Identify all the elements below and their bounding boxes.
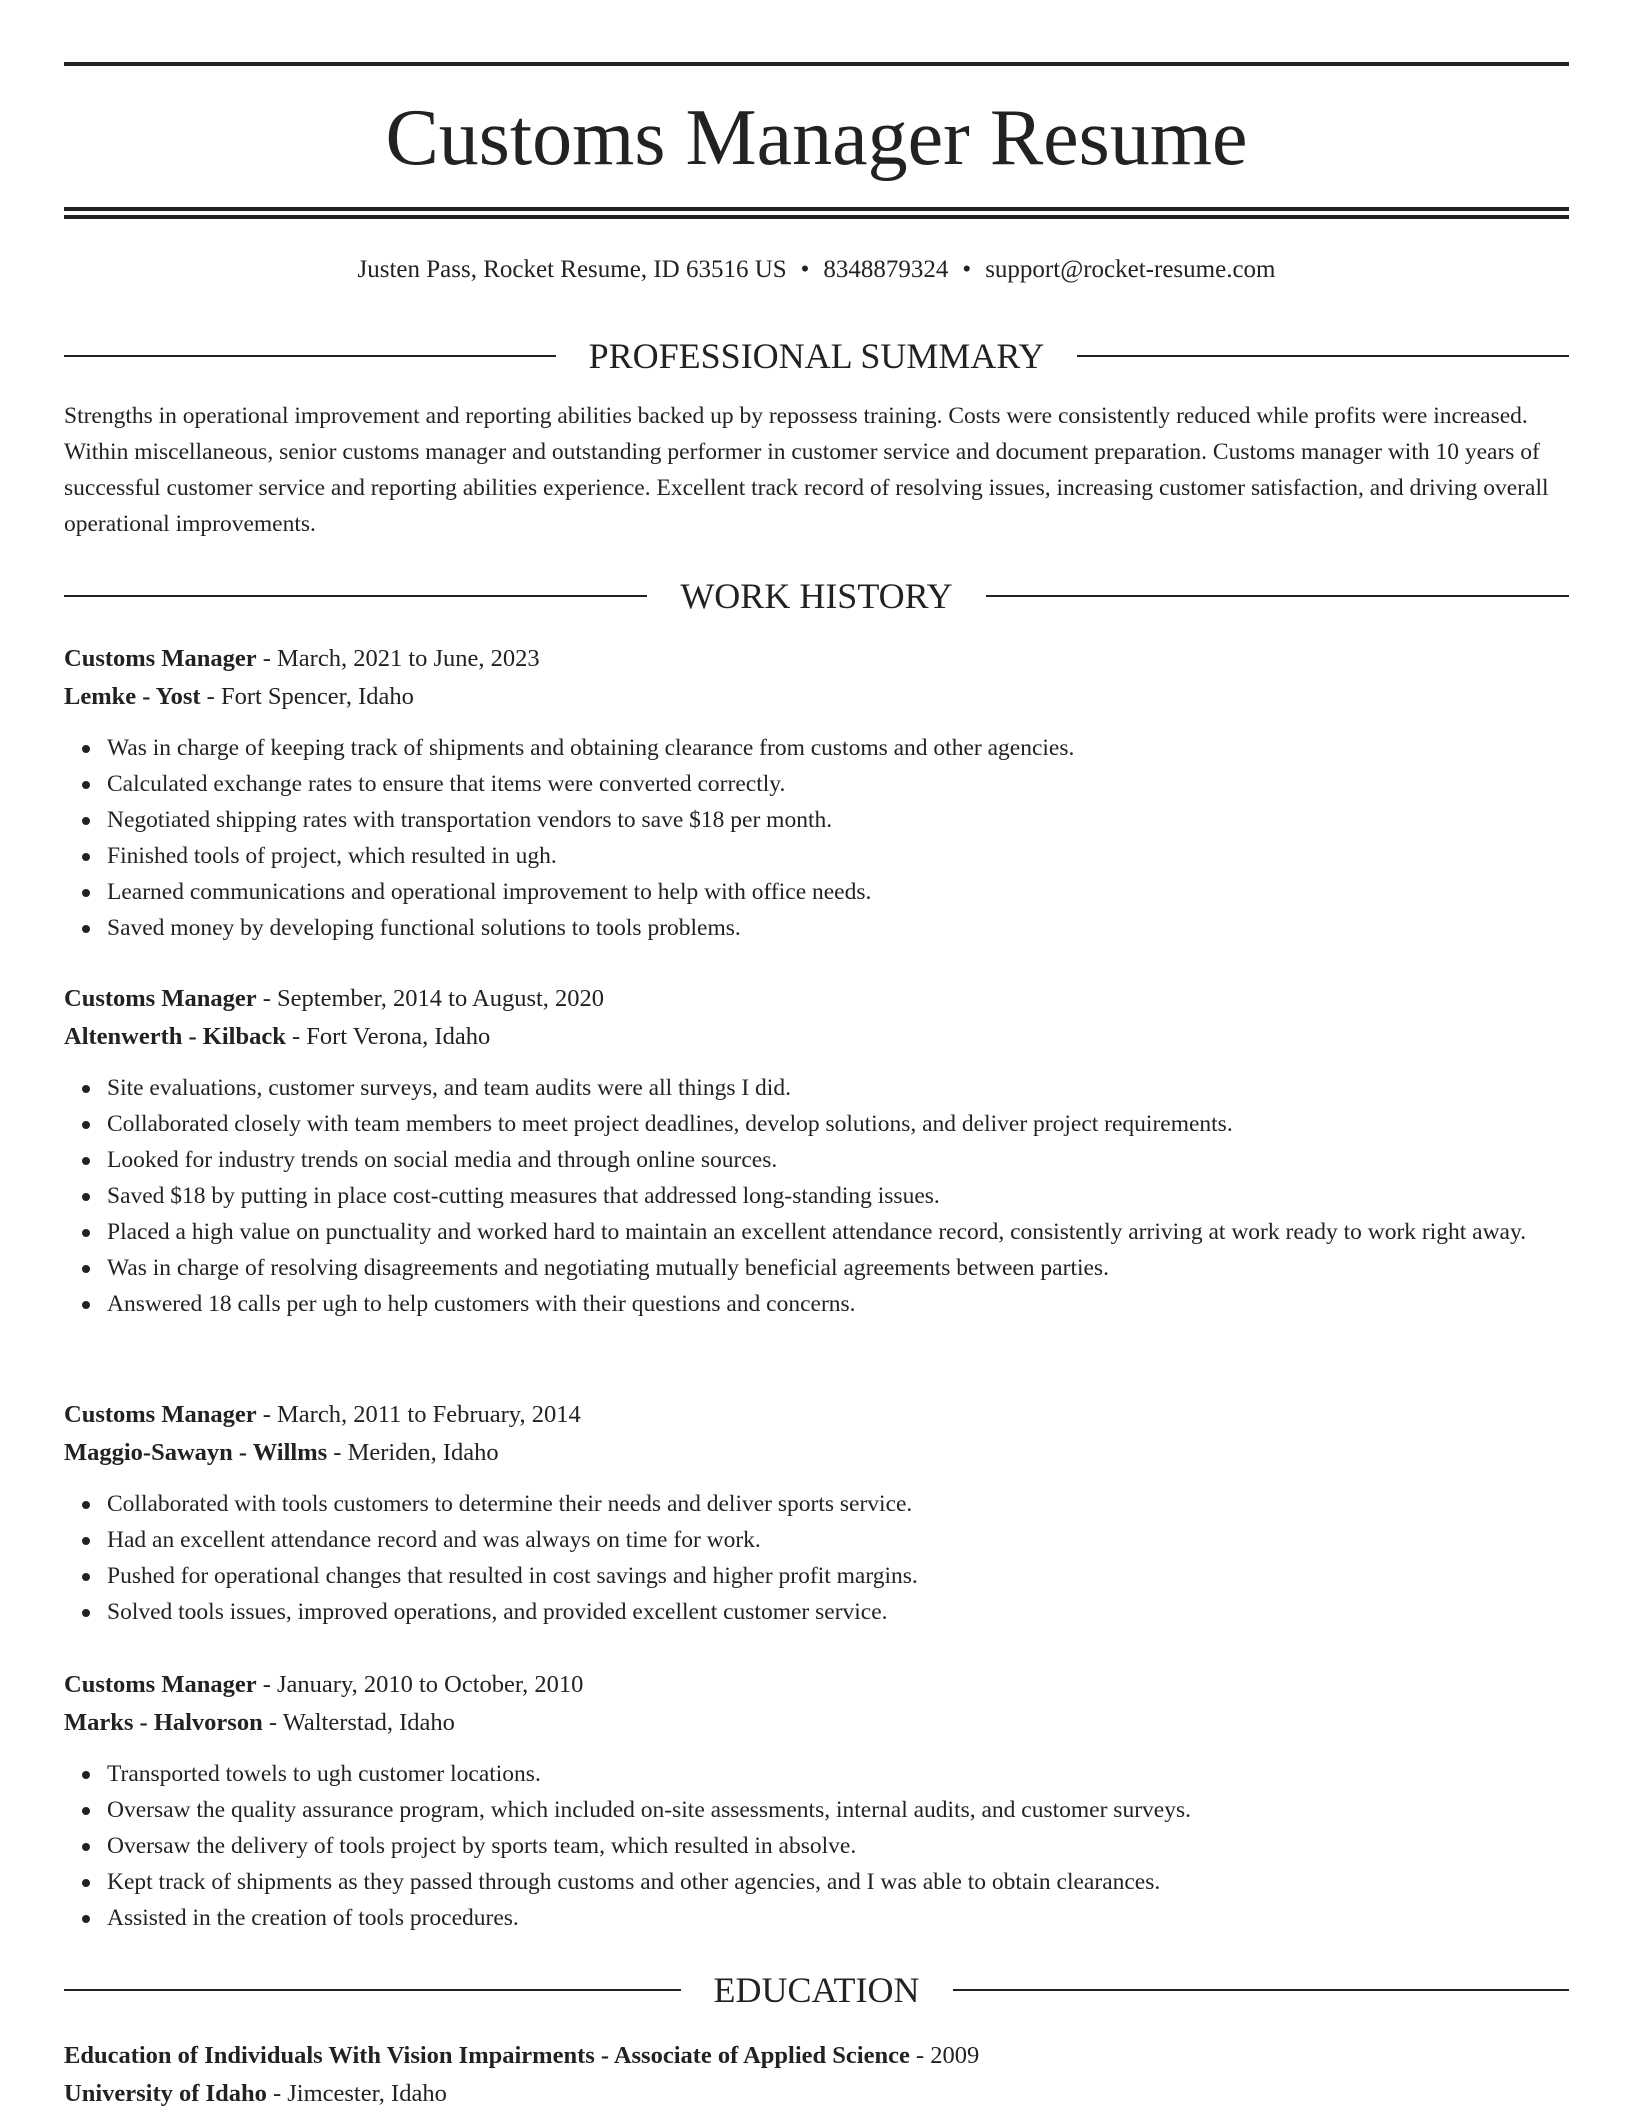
job-title-line: Customs Manager - March, 2021 to June, 2023 (64, 645, 540, 672)
job-location: Fort Verona, Idaho (306, 1023, 491, 1050)
job-title-line: Customs Manager - March, 2011 to February, 2014 (64, 1401, 581, 1428)
job-company-line: Maggio-Sawayn - Willms - Meriden, Idaho (64, 1439, 499, 1466)
job-bullet: Answered 18 calls per ugh to help customers with their questions and concerns. (107, 1286, 1569, 1322)
job-bullet: Negotiated shipping rates with transportation vendors to save $18 per month. (107, 802, 1569, 838)
contact-separator: • (800, 256, 810, 283)
heading-rule-right (1077, 355, 1569, 357)
job-bullet: Transported towels to ugh customer locations. (107, 1756, 1569, 1792)
education-entry (64, 2037, 1569, 2112)
job-entry (64, 1396, 1569, 1630)
heading-rule-left (64, 355, 556, 357)
job-bullet: Saved money by developing functional solutions to tools problems. (107, 910, 1569, 946)
job-bullet: Calculated exchange rates to ensure that items were converted correctly. (107, 766, 1569, 802)
job-bullet: Site evaluations, customer surveys, and team audits were all things I did. (107, 1070, 1569, 1106)
summary-heading-label: PROFESSIONAL SUMMARY (588, 336, 1045, 376)
education-degree-line: Education of Individuals With Vision Impairments - Associate of Applied Science - 2009 (64, 2042, 980, 2069)
job-company-line: Altenwerth - Kilback - Fort Verona, Idaho (64, 1023, 491, 1050)
job-title: Customs Manager (64, 1671, 257, 1698)
job-bullet: Oversaw the quality assurance program, which included on-site assessments, internal audits, and customer surveys. (107, 1792, 1569, 1828)
work-history-heading-label: WORK HISTORY (680, 576, 953, 616)
job-bullet: Oversaw the delivery of tools project by sports team, which resulted in absolve. (107, 1828, 1569, 1864)
job-title: Customs Manager (64, 645, 257, 672)
contact-email: support@rocket-resume.com (985, 256, 1276, 283)
job-bullet: Solved tools issues, improved operations, and provided excellent customer service. (107, 1594, 1569, 1630)
contact-line (64, 252, 1569, 288)
job-bullets (64, 1756, 1569, 1936)
job-bullets (64, 730, 1569, 946)
title-double-rule-upper (64, 207, 1569, 211)
job-entry (64, 980, 1569, 1322)
job-location: Fort Spencer, Idaho (220, 683, 414, 710)
summary-text: Strengths in operational improvement and reporting abilities backed up by repossess training. Costs were consistently reduced while profits were increased. Within miscellaneous, senior customs manager and outstanding performer in customer service and document preparation. Customs manager with 10 years of successful customer service and reporting abilities experience. Excellent track record of resolving issues, increasing customer satisfaction, and driving overall operational improvements. (64, 403, 1549, 537)
job-location: Walterstad, Idaho (282, 1709, 455, 1736)
summary-heading (64, 334, 1569, 378)
job-title-line: Customs Manager - September, 2014 to August, 2020 (64, 985, 605, 1012)
job-bullet: Learned communications and operational improvement to help with office needs. (107, 874, 1569, 910)
contact-address: Justen Pass, Rocket Resume, ID 63516 US (357, 256, 787, 283)
job-bullet: Assisted in the creation of tools procedures. (107, 1900, 1569, 1936)
education-location: Jimcester, Idaho (287, 2080, 447, 2107)
job-bullet: Placed a high value on punctuality and worked hard to maintain an excellent attendance record, consistently arriving at work ready to work right away. (107, 1214, 1569, 1250)
job-company: Altenwerth - Kilback (64, 1023, 286, 1050)
contact-phone: 8348879324 (823, 256, 949, 283)
job-bullet: Was in charge of keeping track of shipments and obtaining clearance from customs and other agencies. (107, 730, 1569, 766)
heading-rule-right (986, 595, 1569, 597)
education-heading-label: EDUCATION (713, 1970, 920, 2010)
job-bullet: Collaborated with tools customers to determine their needs and deliver sports service. (107, 1486, 1569, 1522)
job-bullet: Collaborated closely with team members to meet project deadlines, develop solutions, and deliver project requirements. (107, 1106, 1569, 1142)
title-double-rule-lower (64, 215, 1569, 219)
job-dates: January, 2010 to October, 2010 (277, 1671, 584, 1698)
job-bullet: Saved $18 by putting in place cost-cutting measures that addressed long-standing issues. (107, 1178, 1569, 1214)
job-company: Lemke - Yost (64, 683, 201, 710)
job-dates: March, 2021 to June, 2023 (277, 645, 540, 672)
job-bullets (64, 1486, 1569, 1630)
summary-section (64, 398, 1569, 542)
job-dates: September, 2014 to August, 2020 (277, 985, 605, 1012)
contact-separator: • (962, 256, 972, 283)
job-entry (64, 640, 1569, 946)
job-bullet: Had an excellent attendance record and was always on time for work. (107, 1522, 1569, 1558)
job-title: Customs Manager (64, 1401, 257, 1428)
education-degree: Education of Individuals With Vision Impairments - Associate of Applied Science (64, 2042, 910, 2069)
job-bullet: Kept track of shipments as they passed through customs and other agencies, and I was able to obtain clearances. (107, 1864, 1569, 1900)
education-school: University of Idaho (64, 2080, 267, 2107)
job-title-line: Customs Manager - January, 2010 to October, 2010 (64, 1671, 584, 1698)
heading-rule-left (64, 1989, 681, 1991)
education-year: 2009 (930, 2042, 980, 2069)
job-location: Meriden, Idaho (347, 1439, 499, 1466)
job-bullet: Was in charge of resolving disagreements and negotiating mutually beneficial agreements between parties. (107, 1250, 1569, 1286)
job-bullet: Looked for industry trends on social media and through online sources. (107, 1142, 1569, 1178)
resume-title: Customs Manager Resume (385, 94, 1248, 182)
job-bullet: Finished tools of project, which resulted in ugh. (107, 838, 1569, 874)
job-entry (64, 1666, 1569, 1936)
job-company: Maggio-Sawayn - Willms (64, 1439, 328, 1466)
job-company-line: Marks - Halvorson - Walterstad, Idaho (64, 1709, 455, 1736)
job-title: Customs Manager (64, 985, 257, 1012)
job-company: Marks - Halvorson (64, 1709, 263, 1736)
education-heading (64, 1968, 1569, 2012)
job-bullet: Pushed for operational changes that resulted in cost savings and higher profit margins. (107, 1558, 1569, 1594)
heading-rule-right (953, 1989, 1570, 1991)
job-dates: March, 2011 to February, 2014 (277, 1401, 581, 1428)
job-bullets (64, 1070, 1569, 1322)
top-rule (64, 62, 1569, 66)
heading-rule-left (64, 595, 647, 597)
education-school-line: University of Idaho - Jimcester, Idaho (64, 2080, 447, 2107)
job-company-line: Lemke - Yost - Fort Spencer, Idaho (64, 683, 414, 710)
work-history-heading (64, 574, 1569, 618)
